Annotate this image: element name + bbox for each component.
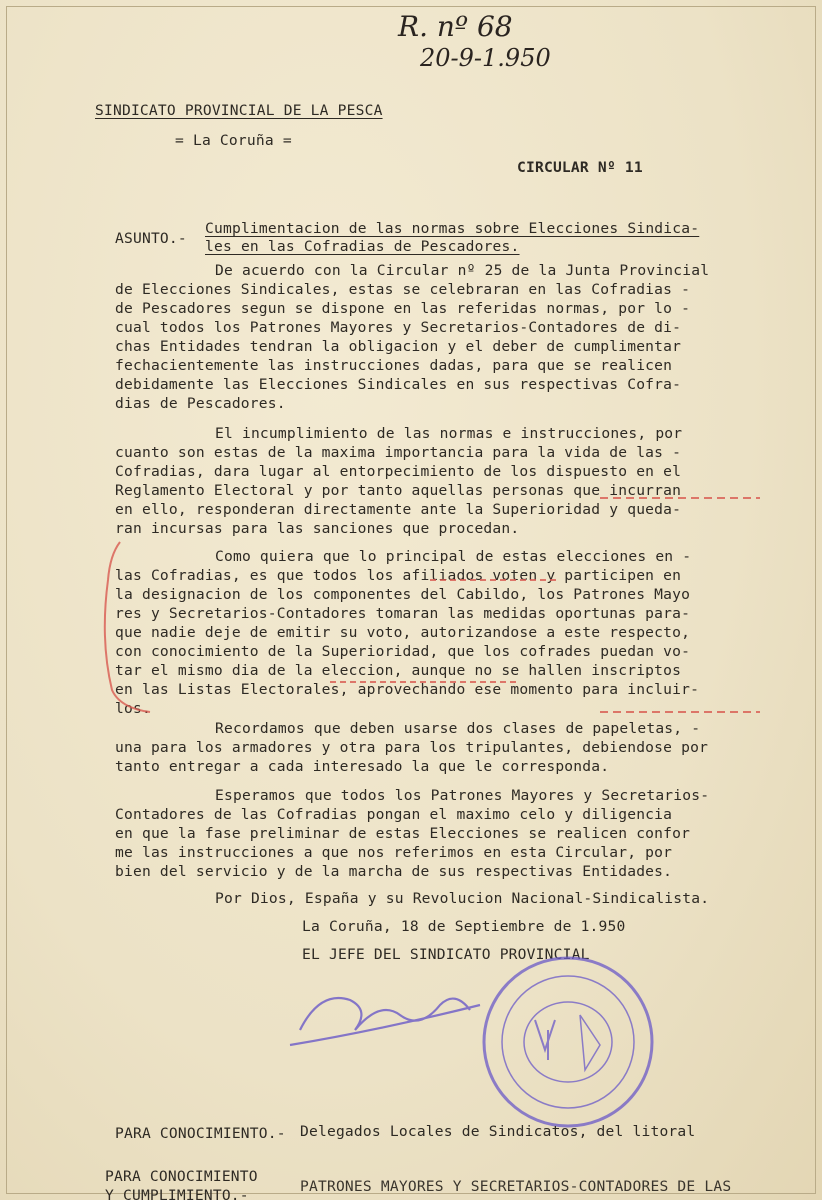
p2-line: Cofradias, dara lugar al entorpecimiento de los dispuesto en el (115, 463, 682, 480)
subject-line-2: les en las Cofradias de Pescadores. (205, 238, 520, 255)
distribution-label-2: PARA CONOCIMIENTO (105, 1168, 258, 1185)
p4-line: una para los armadores y otra para los tripulantes, debiendose por (115, 739, 709, 756)
p1-line: De acuerdo con la Circular nº 25 de la Junta Provincial (215, 262, 710, 279)
signer-title: EL JEFE DEL SINDICATO PROVINCIAL (302, 946, 590, 963)
p3-line: Como quiera que lo principal de estas elecciones en - (215, 548, 692, 565)
p1-line: debidamente las Elecciones Sindicales en sus respectivas Cofra- (115, 376, 682, 393)
p2-line: ran incursas para las sanciones que procedan. (115, 520, 520, 537)
motto: Por Dios, España y su Revolucion Nacional-Sindicalista. (215, 890, 710, 907)
distribution-value-1: Delegados Locales de Sindicatos, del litoral (300, 1123, 696, 1140)
distribution-value-2: PATRONES MAYORES Y SECRETARIOS-CONTADORES DE LAS (300, 1178, 732, 1195)
p1-line: de Pescadores segun se dispone en las referidas normas, por lo - (115, 300, 691, 317)
p4-line: Recordamos que deben usarse dos clases de papeletas, - (215, 720, 701, 737)
p2-line: en ello, responderan directamente ante la Superioridad y queda- (115, 501, 682, 518)
signature-scrawl (290, 998, 480, 1045)
handwritten-date: 20-9-1.950 (420, 44, 551, 72)
p5-line: Contadores de las Cofradias pongan el maximo celo y diligencia (115, 806, 673, 823)
circular-number: CIRCULAR Nº 11 (517, 159, 643, 176)
p1-line: fechacientemente las instrucciones dadas, para que se realicen (115, 357, 673, 374)
p2-line: Reglamento Electoral y por tanto aquellas personas que incurran (115, 482, 682, 499)
p2-line: El incumplimiento de las normas e instrucciones, por (215, 425, 683, 442)
p3-line: que nadie deje de emitir su voto, autorizandose a este respecto, (115, 624, 691, 641)
p1-line: de Elecciones Sindicales, estas se celebraran en las Cofradias - (115, 281, 691, 298)
subject-line-1: Cumplimentacion de las normas sobre Elecciones Sindica- (205, 220, 700, 237)
p5-line: en que la fase preliminar de estas Elecciones se realicen confor (115, 825, 691, 842)
p3-line: con conocimiento de la Superioridad, que los cofrades puedan vo- (115, 643, 691, 660)
p3-line: res y Secretarios-Contadores tomaran las medidas oportunas para- (115, 605, 691, 622)
pencil-marks (105, 498, 760, 712)
p5-line: me las instrucciones a que nos referimos en esta Circular, por (115, 844, 673, 861)
p1-line: chas Entidades tendran la obligacion y el deber de cumplimentar (115, 338, 682, 355)
p1-line: cual todos los Patrones Mayores y Secretarios-Contadores de di- (115, 319, 682, 336)
p3-line: tar el mismo dia de la eleccion, aunque no se hallen inscriptos (115, 662, 682, 679)
handwritten-reference: R. nº 68 (398, 10, 513, 43)
p5-line: Esperamos que todos los Patrones Mayores y Secretarios- (215, 787, 710, 804)
p4-line: tanto entregar a cada interesado la que le corresponda. (115, 758, 610, 775)
p3-line: en las Listas Electorales, aprovechando ese momento para incluir- (115, 681, 700, 698)
p3-line: los. (115, 700, 151, 717)
organization-heading: SINDICATO PROVINCIAL DE LA PESCA (95, 102, 383, 119)
place-date: La Coruña, 18 de Septiembre de 1.950 (302, 918, 626, 935)
p1-line: dias de Pescadores. (115, 395, 286, 412)
p5-line: bien del servicio y de la marcha de sus respectivas Entidades. (115, 863, 673, 880)
distribution-label-1: PARA CONOCIMIENTO.- (115, 1125, 286, 1142)
city-heading: = La Coruña = (175, 132, 292, 149)
official-stamp (484, 958, 652, 1126)
distribution-label-2b: Y CUMPLIMIENTO.- (105, 1187, 249, 1200)
p3-line: las Cofradias, es que todos los afiliados voten y participen en (115, 567, 682, 584)
p2-line: cuanto son estas de la maxima importancia para la vida de las - (115, 444, 682, 461)
p3-line: la designacion de los componentes del Cabildo, los Patrones Mayo (115, 586, 691, 603)
subject-label: ASUNTO.- (115, 230, 187, 247)
